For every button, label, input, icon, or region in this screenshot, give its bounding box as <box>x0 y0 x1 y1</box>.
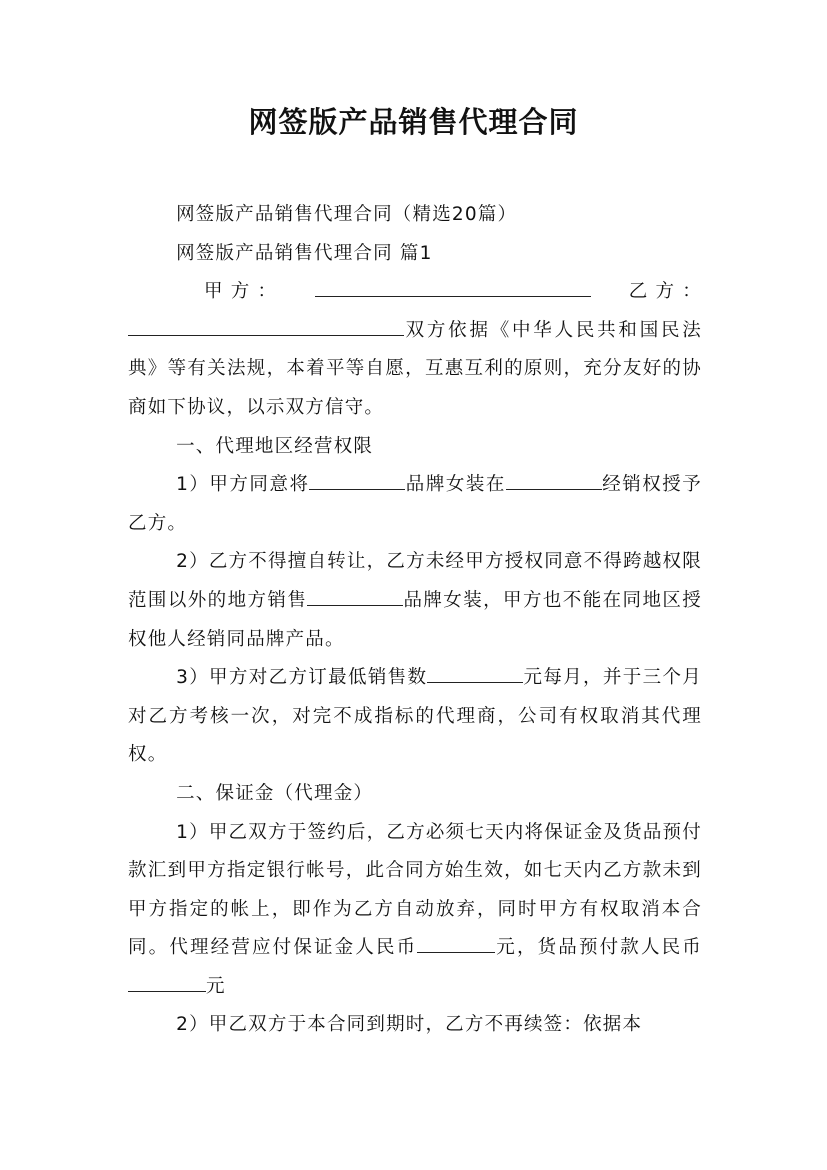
party-a-blank <box>315 277 591 297</box>
prepay-blank <box>128 971 206 991</box>
sales-min-blank <box>427 663 523 683</box>
item-1-2 <box>128 543 702 659</box>
item-1-3 <box>128 659 702 775</box>
subtitle-paragraph: 网签版产品销售代理合同（精选20篇） <box>176 204 518 225</box>
item-1-3-text-b: 元每月，并于三个月对乙方考核一次，对完不成指标的代理商，公司有权取消其代理权。 <box>128 667 702 766</box>
intro-text: 双方依据《中华人民共和国民法典》等有关法规，本着平等自愿，互惠互利的原则，充分友好的协商如下协议，以示双方信守。 <box>128 319 702 418</box>
region-blank <box>506 470 602 490</box>
section-heading: 网签版产品销售代理合同 篇1 <box>176 242 433 264</box>
party-a-label: 甲 方 ： <box>204 281 278 303</box>
item-2-1-text-a: 1）甲乙双方于签约后，乙方必须七天内将保证金及货品预付款汇到甲方指定银行帐号，此合同方始生效，如七天内乙方款未到甲方指定的帐上，即作为乙方自动放弃，同时甲方有权取消本合同。代理经营应付保证金人民币 <box>128 821 702 959</box>
heading-1: 一、代理地区经营权限 <box>176 435 374 457</box>
brand-blank-2 <box>307 586 403 606</box>
item-2-1-text-c: 元 <box>206 975 226 997</box>
item-1-1-text-a: 1）甲方同意将 <box>176 474 310 496</box>
item-2-1 <box>128 814 702 1007</box>
item-1-2-text-a: 2）乙方不得擅自转让，乙方未经甲方授权同意不得跨越权限范围以外的地方销售 <box>128 551 702 611</box>
item-1-1 <box>128 466 702 543</box>
deposit-blank <box>417 933 495 953</box>
item-1-1-text-c: 经销权授予乙方。 <box>128 474 702 534</box>
document-body <box>128 196 702 1045</box>
intro-paragraph <box>128 312 702 428</box>
document-title: 网签版产品销售代理合同 <box>248 105 579 139</box>
party-line <box>128 273 702 312</box>
heading-2: 二、保证金（代理金） <box>176 782 374 804</box>
item-2-2: 2）甲乙双方于本合同到期时，乙方不再续签：依据本 <box>176 1014 643 1036</box>
item-1-3-text-a: 3）甲方对乙方订最低销售数 <box>176 667 428 689</box>
item-1-2-text-b: 品牌女装，甲方也不能在同地区授权他人经销同品牌产品。 <box>128 589 702 650</box>
party-b-label: 乙 方 ： <box>628 281 702 303</box>
item-2-1-text-b: 元，货品预付款人民币 <box>495 937 702 959</box>
item-1-1-text-b: 品牌女装在 <box>405 474 506 496</box>
party-b-blank <box>128 315 404 335</box>
brand-blank <box>309 470 405 490</box>
